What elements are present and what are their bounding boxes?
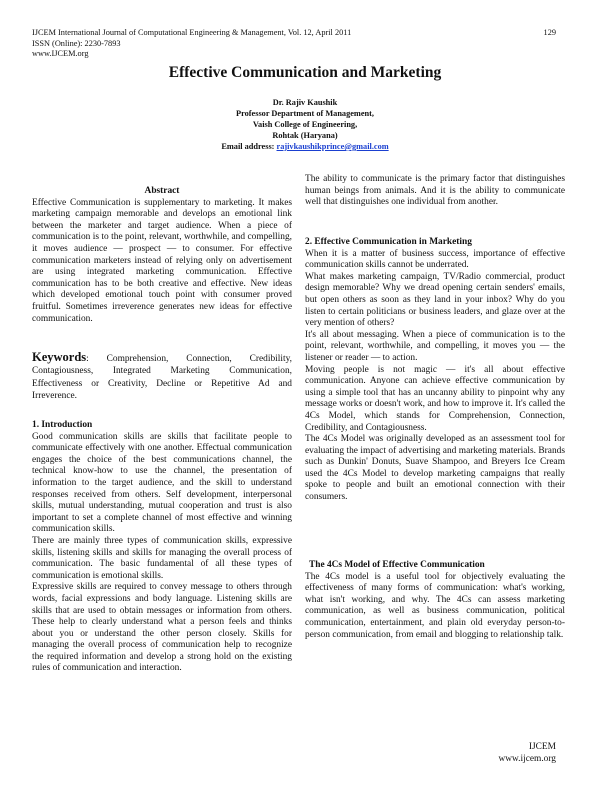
intro-paragraph: Expressive skills are required to convey message to others through words, facial expressions and body language. Listening skills are skills that are used to obtain messages or information from others. These help to clearly understand what a person feels and thinks about you or understand the other person closely. Skills for managing the overall process of communication help to recognize the required information and develop a strong hold on the existing rules of communication and interaction. <box>32 582 292 674</box>
intro-paragraph: There are mainly three types of communication skills, expressive skills, listening skills and skills for managing the overall process of communication. The basic fundamental of all these types of communication is emotional skills. <box>32 535 292 581</box>
footer-brand: IJCEM <box>528 742 556 752</box>
email-line <box>0 141 610 152</box>
section-2-heading: 2. Effective Communication in Marketing <box>305 237 472 247</box>
email-label: Email address: <box>221 142 277 151</box>
intro-section <box>32 420 292 675</box>
author-name: Dr. Rajiv Kaushik <box>272 98 338 107</box>
section-3-paragraph: The 4Cs model is a useful tool for objectively evaluating the effectiveness of many forms of communication: what's working, what isn't working, and why. The 4Cs can assess marketing communication, as well as business communication, political communication, entertainment, and plain old everyday person-to-person communication, from email and blogging to relationship talk. <box>305 571 565 640</box>
journal-site: www.IJCEM.org <box>32 49 89 58</box>
section-2-paragraph: What makes marketing campaign, TV/Radio commercial, product design memorable? Why we dread opening certain senders' emails, but open others as soon as they land in your inbox? Why do you listen to certain politicians or business leaders, and glaze over at the very mention of others? <box>305 271 565 329</box>
issn: ISSN (Online): 2230-7893 <box>32 38 121 48</box>
section-3 <box>305 560 565 641</box>
email-link[interactable]: rajivkaushikprince@gmail.com <box>276 142 389 151</box>
keywords-text: : Comprehension, Connection, Credibility, Contagiousness, Integrated Marketing Communication, Effectiveness or Creativity, Decline or Repetitive Ad and Irreverence. <box>32 354 292 402</box>
section-2 <box>305 237 565 504</box>
abstract-heading: Abstract <box>144 186 180 196</box>
author-position: Professor Department of Management, <box>236 109 374 118</box>
section-2-paragraph: Moving people is not magic — it's all about effective communication. Anyone can achieve effective communication by using a simple tool that has an uncanny ability to pinpoint why any message works or doesn't work, and how to improve it. It's called the 4Cs Model, which stands for Comprehension, Connection, Credibility, and Contagiousness. <box>305 364 565 433</box>
author-block <box>0 97 610 152</box>
intro-paragraph: Good communication skills are skills that facilitate people to communicate effectively with one another. Effectual communication engages the choice of the best communications channel, the technical know-how to use the channel, the presentation of information to the target audience, and the skill to understand responses received from others. Self development, interpersonal skills, mutual understanding, mutual cooperation and trust is also important to set a complete channel of most effective and winning communication skills. <box>32 431 292 535</box>
section-3-heading: The 4Cs Model of Effective Communication <box>309 560 485 570</box>
section-2-paragraph: It's all about messaging. When a piece of communication is to the point, relevant, worthwhile, and compelling, it moves you — the listener or reader — to action. <box>305 329 565 363</box>
paper-title: Effective Communication and Marketing <box>168 64 442 81</box>
journal-name: IJCEM International Journal of Computational Engineering & Management, Vol. 12, April 2011 <box>32 28 352 37</box>
intro-heading: 1. Introduction <box>32 420 93 430</box>
section-2-paragraph: The 4Cs Model was originally developed as an assessment tool for evaluating the impact of advertising and marketing materials. Brands such as Dunkin' Donuts, Suave Shampoo, and Breyers Ice Cream used the 4Cs Model to develop marketing campaigns that really spoke to people and built an emotional connection with their consumers. <box>305 434 565 503</box>
keywords-paragraph <box>32 351 292 403</box>
footer-site: www.ijcem.org <box>498 754 556 764</box>
author-college: Vaish College of Engineering, <box>252 120 358 129</box>
abstract-text: Effective Communication is supplementary to marketing. It makes marketing campaign memorable and develops an emotional link between the marketer and target audience. When a piece of communication is to the point, relevant, worthwhile, and compelling, it moves audience — prospect — to consumer. For effective communication marketers instead of relying only on advertisement are using integrated marketing communication. Effective communication has to be both creative and effective. New ideas which developed emotional touch point with consumer proved fruitful. Sometimes irreverence generates new ideas for effective communication. <box>32 197 292 324</box>
journal-header <box>32 28 351 60</box>
keywords-block <box>32 351 292 403</box>
right-intro <box>305 174 565 209</box>
section-2-paragraph: When it is a matter of business success, importance of effective communication skills cannot be underrated. <box>305 248 565 271</box>
left-column <box>32 186 292 325</box>
page-footer <box>498 741 556 765</box>
author-location: Rohtak (Haryana) <box>272 131 338 140</box>
page-number: 129 <box>543 28 556 37</box>
keywords-label: Keywords <box>32 350 87 364</box>
right-intro-paragraph: The ability to communicate is the primary factor that distinguishes human beings from animals. And it is the ability to communicate well that distinguishes one individual from another. <box>305 174 565 208</box>
